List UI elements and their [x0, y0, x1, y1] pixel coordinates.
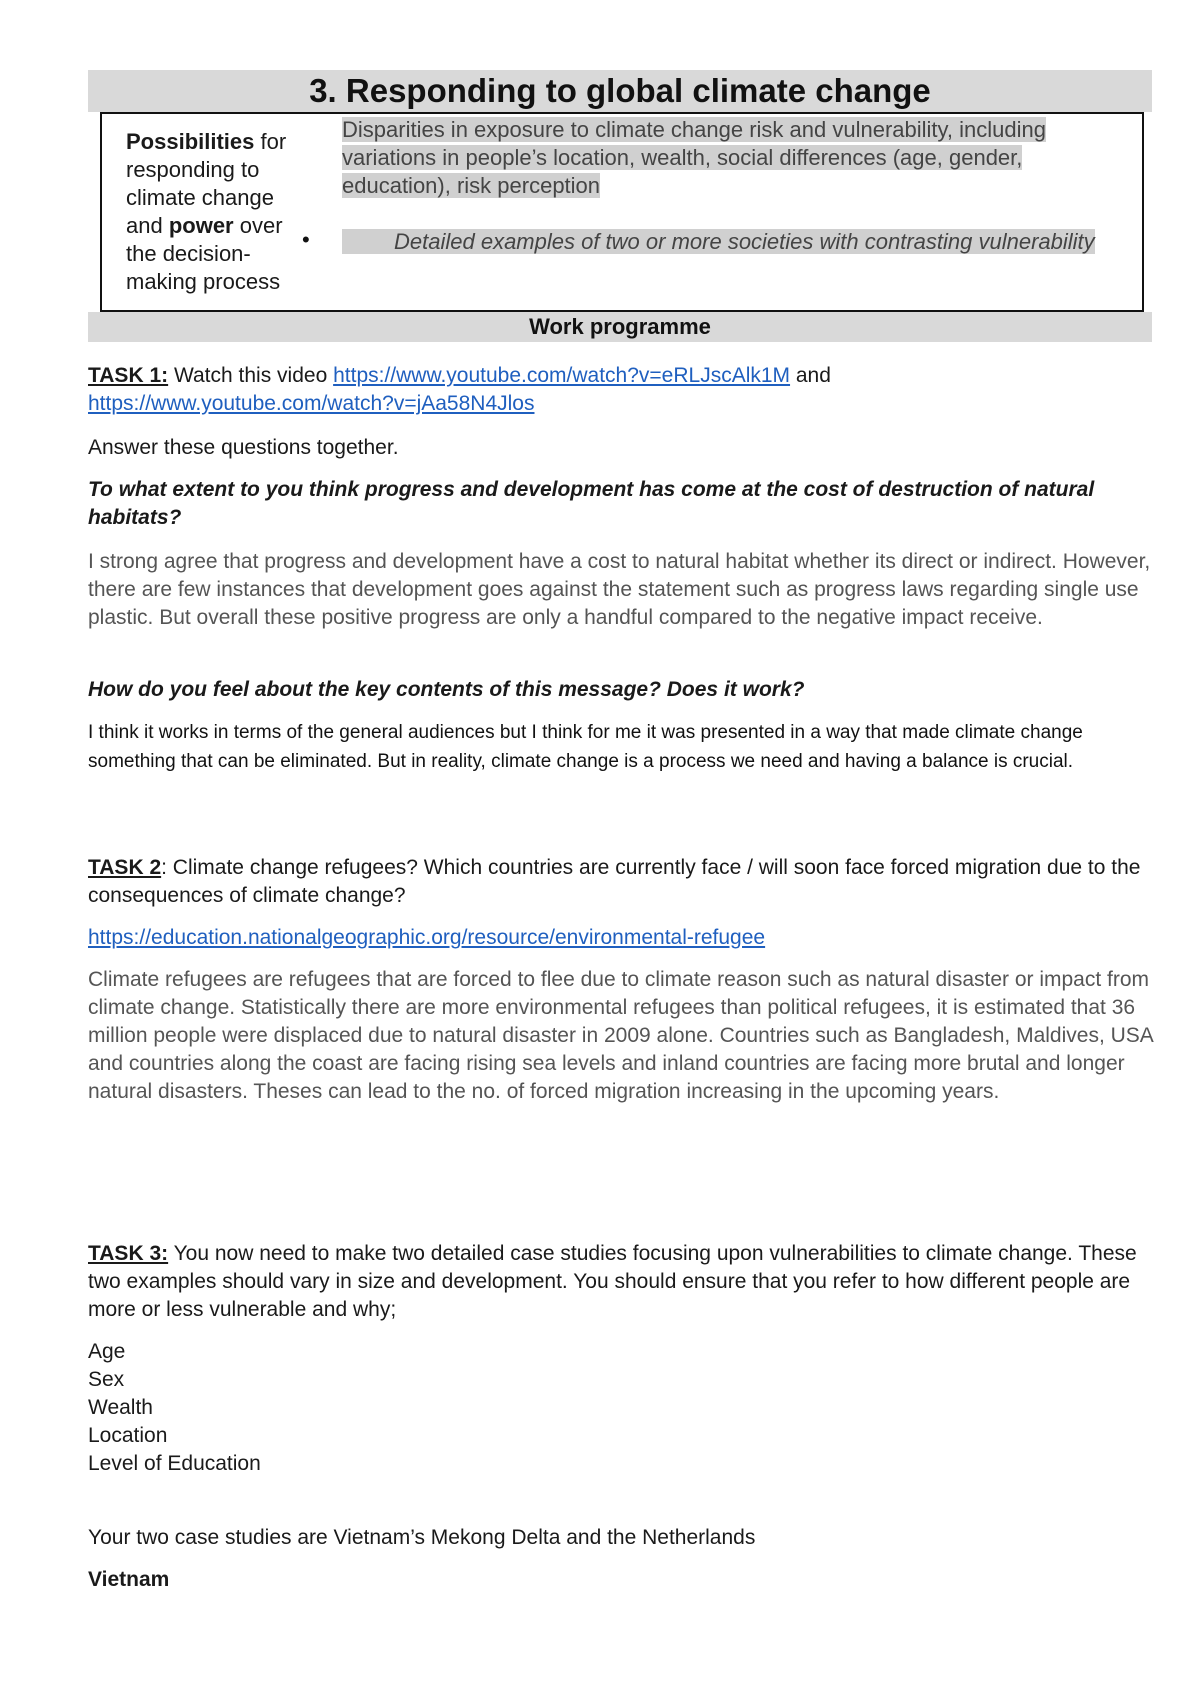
task2-label: TASK 2	[88, 856, 162, 879]
spec-key-idea	[126, 128, 316, 296]
task3-text	[88, 1240, 1158, 1324]
spec-bold-power: power	[168, 213, 234, 238]
page-title: 3. Responding to global climate change	[309, 72, 931, 109]
vietnam-heading: Vietnam	[88, 1568, 170, 1591]
spec-example-text: Detailed examples of two or more societies with contrasting vulnerability	[394, 229, 1095, 254]
task2-question	[88, 854, 1158, 910]
task1-instruction: Answer these questions together.	[88, 436, 399, 459]
task2-colon: :	[161, 856, 167, 879]
task3-body: You now need to make two detailed case studies focusing upon vulnerabilities to climate change. These two examples should vary in size and development. You should ensure that you refer to how different people are more or less vulnerable and why;	[88, 1242, 1137, 1321]
title-bar	[88, 70, 1152, 112]
list-item: Location	[88, 1424, 168, 1447]
spec-text-2: over the decision-making process	[126, 213, 283, 294]
task1-label: TASK 1:	[88, 364, 169, 387]
list-item: Sex	[88, 1368, 125, 1391]
specification-box	[100, 112, 1144, 312]
list-item: Wealth	[88, 1396, 153, 1419]
task1-question-2: How do you feel about the key contents of this message? Does it work?	[88, 678, 805, 701]
task2-link-line	[88, 924, 1158, 952]
spec-bold-possibilities: Possibilities	[126, 129, 255, 154]
task1-and: and	[790, 364, 831, 387]
task3-label: TASK 3:	[88, 1242, 169, 1265]
task1-answer-2: I think it works in terms of the general audiences but I think for me it was presented in a way that made climate change something that can be eliminated. But in reality, climate change is a process we need and having a balance is crucial.	[88, 722, 1083, 772]
work-programme-heading: Work programme	[88, 312, 1152, 342]
vulnerability-factor-list	[88, 1338, 1158, 1478]
natgeo-link[interactable]: https://education.nationalgeographic.org/resource/environmental-refugee	[88, 926, 766, 949]
case-studies-text: Your two case studies are Vietnam’s Mekong Delta and the Netherlands	[88, 1526, 756, 1549]
task1-answer-1: I strong agree that progress and development have a cost to natural habitat whether its direct or indirect. However, there are few instances that development goes against the statement such as progress laws regarding single use plastic. But overall these positive progress are only a handful compared to the negative impact receive.	[88, 550, 1151, 629]
spec-content	[342, 116, 1132, 256]
task1-intro-text: Watch this video	[168, 364, 334, 387]
bullet-icon: •	[302, 227, 310, 252]
task1-intro	[88, 362, 1158, 418]
spec-text-1: for responding to climate change and	[126, 129, 287, 238]
video-link-2[interactable]: https://www.youtube.com/watch?v=jAa58N4Jlos	[88, 392, 535, 415]
task2-question-text: Climate change refugees? Which countries are currently face / will soon face forced migration due to the consequences of climate change?	[88, 856, 1141, 907]
task1-question-1: To what extent to you think progress and development has come at the cost of destruction of natural habitats?	[88, 478, 1095, 529]
spec-disparities-text: Disparities in exposure to climate change risk and vulnerability, including variations in people’s location, wealth, social differences (age, gender, education), risk perception	[342, 117, 1046, 198]
list-item: Age	[88, 1340, 126, 1363]
video-link-1[interactable]: https://www.youtube.com/watch?v=eRLJscAlk1M	[333, 364, 791, 387]
task2-answer: Climate refugees are refugees that are forced to flee due to climate reason such as natural disaster or impact from climate change. Statistically there are more environmental refugees than political refugees, it is estimated that 36 million people were displaced due to natural disaster in 2009 alone. Countries such as Bangladesh, Maldives, USA and countries along the coast are facing rising sea levels and inland countries are facing more brutal and longer natural disasters. Theses can lead to the no. of forced migration increasing in the upcoming years.	[88, 968, 1153, 1103]
list-item: Level of Education	[88, 1452, 261, 1475]
